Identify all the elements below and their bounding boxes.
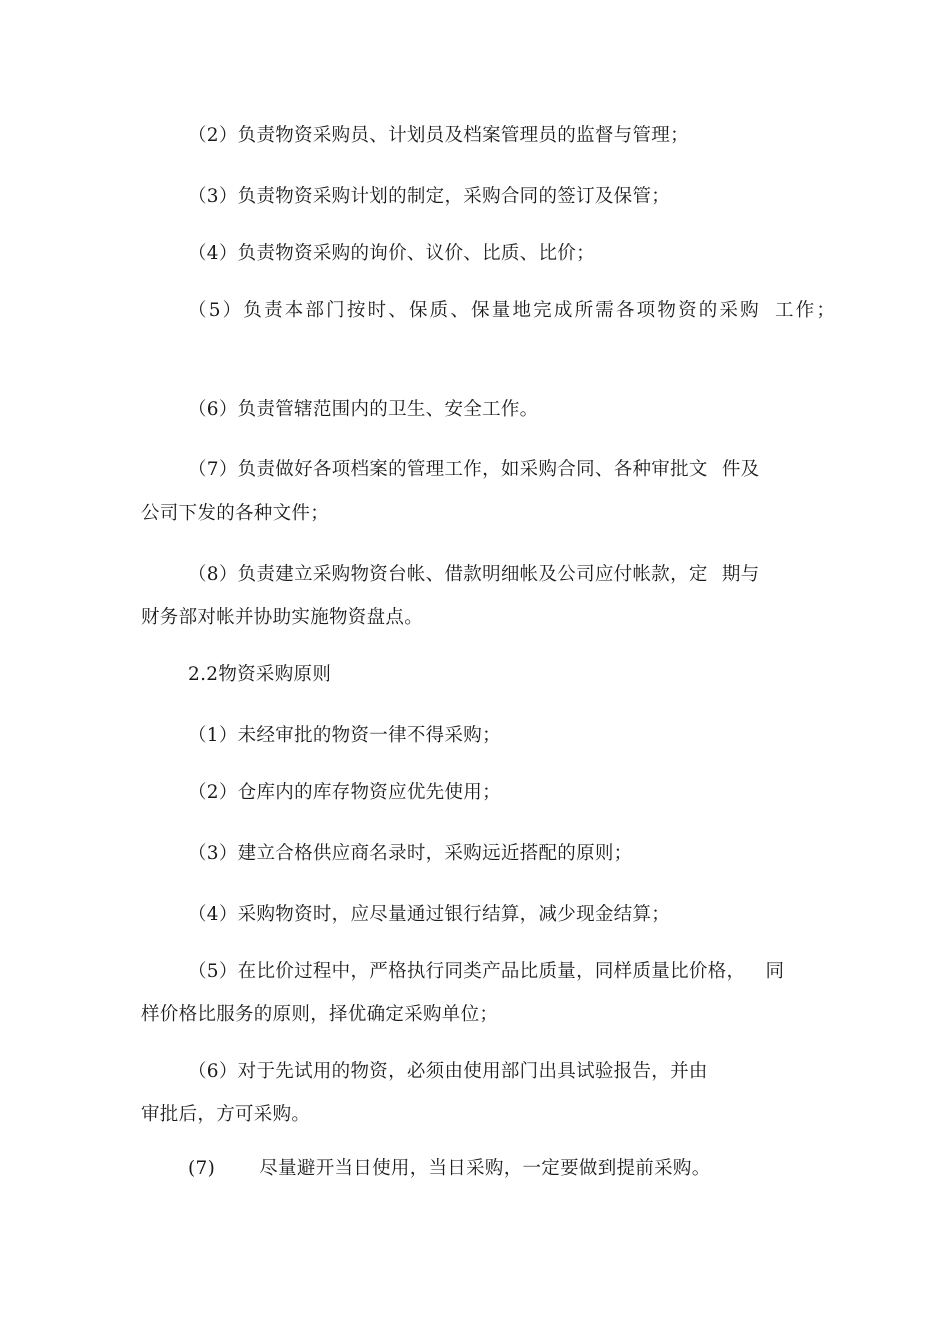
paragraph-duty-4: （4）负责物资采购的询价、议价、比质、比价； (188, 243, 595, 264)
paragraph-duty-7 (188, 458, 759, 482)
paragraph-duty-8-tail: 期与 (721, 564, 760, 585)
paragraph-duty-5-text: （5）负责本部门按时、保质、保量地完成所需各项物资的采购 (188, 300, 761, 321)
paragraph-duty-7-tail: 件及 (721, 459, 760, 480)
paragraph-duty-6: （6）负责管辖范围内的卫生、安全工作。 (188, 399, 539, 420)
principle-5 (188, 960, 784, 984)
principle-5-cont: 样价格比服务的原则，择优确定采购单位； (141, 1004, 499, 1025)
paragraph-duty-2: （2）负责物资采购员、计划员及档案管理员的监督与管理； (188, 125, 689, 146)
paragraph-duty-7-cont: 公司下发的各种文件； (141, 503, 330, 524)
principle-7 (188, 1157, 711, 1181)
principle-6: （6）对于先试用的物资，必须由使用部门出具试验报告，并由 (188, 1061, 708, 1082)
principle-7-text: 尽量避开当日使用，当日采购，一定要做到提前采购。 (259, 1158, 711, 1179)
paragraph-duty-5 (188, 299, 837, 323)
paragraph-duty-8-text: （8）负责建立采购物资台帐、借款明细帐及公司应付帐款，定 (188, 564, 708, 585)
principle-1: （1）未经审批的物资一律不得采购； (188, 725, 501, 746)
principle-4: （4）采购物资时，应尽量通过银行结算，减少现金结算； (188, 904, 671, 925)
paragraph-duty-7-text: （7）负责做好各项档案的管理工作，如采购合同、各种审批文 (188, 459, 708, 480)
paragraph-duty-8 (188, 563, 759, 587)
paragraph-duty-5-tail: 工作； (774, 300, 838, 321)
principle-5-text: （5）在比价过程中，严格执行同类产品比质量，同样质量比价格， (188, 961, 746, 982)
paragraph-duty-8-cont: 财务部对帐并协助实施物资盘点。 (141, 607, 424, 628)
principle-7-number: (7) (188, 1158, 216, 1179)
section-heading-2-2: 2.2物资采购原则 (188, 664, 332, 685)
principle-3: （3）建立合格供应商名录时，采购远近搭配的原则； (188, 843, 633, 864)
paragraph-duty-3: （3）负责物资采购计划的制定，采购合同的签订及保管； (188, 186, 671, 207)
principle-2: （2）仓库内的库存物资应优先使用； (188, 782, 501, 803)
principle-5-tail: 同 (765, 961, 785, 982)
principle-6-cont: 审批后，方可采购。 (141, 1104, 311, 1125)
